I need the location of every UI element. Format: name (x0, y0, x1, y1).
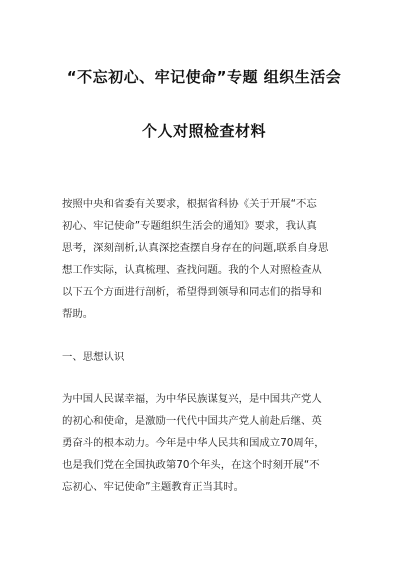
paragraph-line: 也是我们党在全国执政第70个年头，在这个时刻开展“不 (62, 459, 320, 471)
paragraph-line: 勇奋斗的根本动力。今年是中华人民共和国成立70周年， (62, 437, 325, 449)
section-heading: 一、思想认识 (62, 351, 125, 363)
paragraph-line: 帮助。 (62, 308, 94, 320)
paragraph-line: 以下五个方面进行剖析，希望得到领导和同志们的指导和 (62, 286, 322, 298)
paragraph-line: 按照中央和省委有关要求，根据省科协《关于开展“不忘 (62, 198, 317, 210)
document-subtitle: 个人对照检查材料 (141, 122, 266, 140)
document-title: “不忘初心、牢记使命”专题 组织生活会 (66, 68, 342, 86)
paragraph-line: 想工作实际，认真梳理、查找问题。我的个人对照检查从 (62, 264, 322, 276)
paragraph-line: 忘初心、牢记使命”主题教育正当其时。 (62, 481, 245, 493)
paragraph-line: 的初心和使命，是激励一代代中国共产党人前赴后继、英 (62, 415, 322, 427)
paragraph-line: 思考，深刻剖析,认真深挖查摆自身存在的问题,联系自身思 (62, 242, 329, 254)
paragraph-line: 初心、牢记使命”专题组织生活会的通知》要求，我认真 (62, 220, 317, 232)
paragraph-line: 为中国人民谋幸福，为中华民族谋复兴，是中国共产党人 (62, 393, 322, 405)
